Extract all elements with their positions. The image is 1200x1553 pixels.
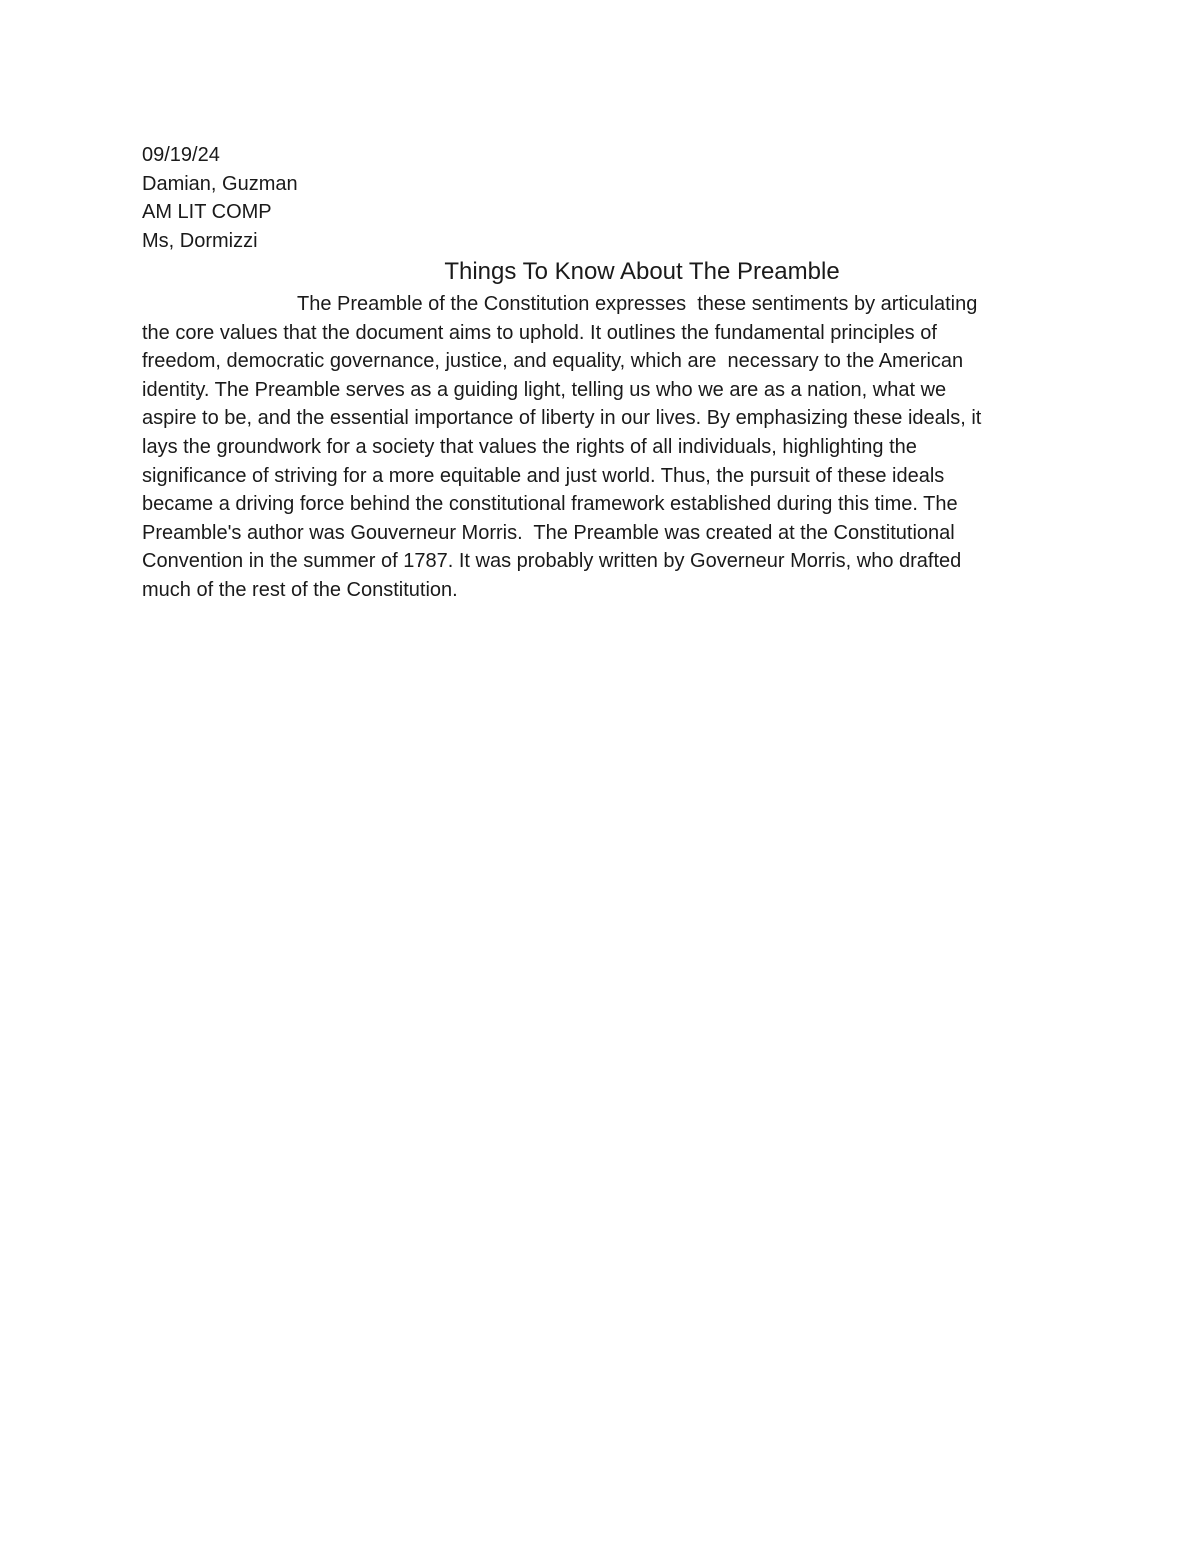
document-title: Things To Know About The Preamble (444, 258, 840, 285)
paragraph-line: aspire to be, and the essential importance of liberty in our lives. By emphasizing these ideals, it (142, 407, 982, 430)
paragraph-line: freedom, democratic governance, justice, and equality, which are necessary to the American (142, 350, 964, 373)
date-line: 09/19/24 (142, 144, 220, 166)
paragraph-line: Preamble's author was Gouverneur Morris. The Preamble was created at the Constitutional (142, 521, 955, 544)
paragraph-line: identity. The Preamble serves as a guiding light, telling us who we are as a nation, what we (142, 378, 947, 401)
paragraph-line: lays the groundwork for a society that values the rights of all individuals, highlighting the (142, 435, 917, 458)
paragraph-line: The Preamble of the Constitution expresses these sentiments by articulating (297, 293, 978, 315)
paragraph-line: Convention in the summer of 1787. It was probably written by Governeur Morris, who drafted (142, 550, 962, 573)
teacher-line: Ms, Dormizzi (142, 229, 258, 252)
course-line: AM LIT COMP (142, 201, 272, 224)
paragraph-line: became a driving force behind the constitutional framework established during this time. The (142, 493, 958, 516)
paragraph-line: much of the rest of the Constitution. (142, 578, 458, 601)
heading-block (142, 141, 1062, 255)
student-name-line: Damian, Guzman (142, 172, 298, 195)
body-paragraph (142, 290, 1052, 605)
paragraph-line: the core values that the document aims to uphold. It outlines the fundamental principles of (142, 321, 937, 344)
paragraph-line: significance of striving for a more equitable and just world. Thus, the pursuit of these ideals (142, 464, 945, 487)
